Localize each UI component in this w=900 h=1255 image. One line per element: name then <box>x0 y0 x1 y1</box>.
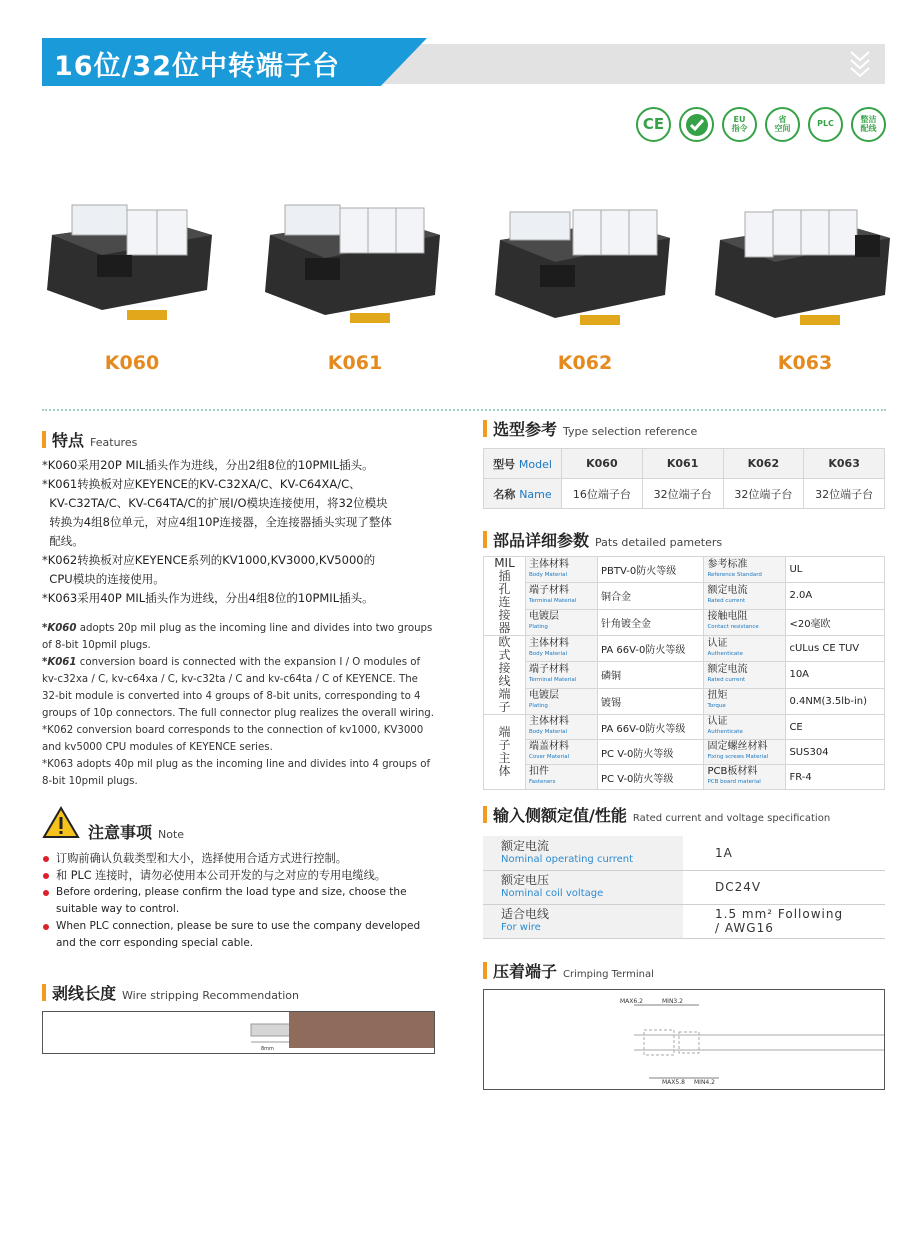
rated-title-cn: 输入侧额定值/性能 <box>493 806 627 825</box>
table-row <box>484 662 885 688</box>
detail-key-cn: 端子材料 <box>529 663 569 675</box>
table-row <box>484 740 885 765</box>
features-en-para: *K062 conversion board corresponds to the connection of kv1000, KV3000 and kv5000 CPU modules of KEYENCE series. <box>42 725 424 753</box>
detail-group-label: MIL 插 孔 连 接 器 <box>484 557 526 636</box>
detail-value-cn: CE <box>789 721 803 733</box>
detail-value-cn: UL <box>789 564 803 576</box>
table-row <box>483 904 885 938</box>
rated-key-cn: 适合电线 <box>501 907 550 921</box>
heading-bar <box>42 431 46 448</box>
detail-key-en: Cover Material <box>529 754 570 760</box>
product-image-k062 <box>495 180 675 345</box>
detail-key <box>704 715 786 740</box>
note-text: 和 PLC 连接时，请勿必使用本公司开发的与之对应的专用电缆线。 <box>56 869 386 882</box>
features-title-cn: 特点 <box>52 431 85 450</box>
bullet-icon <box>43 924 49 930</box>
table-row <box>484 688 885 714</box>
product-label-k061: K061 <box>327 352 383 374</box>
detail-key-en: Plating <box>529 703 548 710</box>
product-image-k063 <box>715 180 895 345</box>
table-cell: K061 <box>642 449 723 479</box>
detail-key-cn: PCB板材料 <box>707 766 758 777</box>
eu-directive-icon: EU 指令 <box>722 107 757 142</box>
rated-heading <box>483 803 830 826</box>
heading-bar <box>42 984 46 1001</box>
features-en-text <box>42 620 437 790</box>
detail-value <box>598 557 704 583</box>
details-heading <box>483 528 722 551</box>
detail-value-cn: 镀锡 <box>601 697 621 709</box>
selection-title-cn: 选型参考 <box>493 420 558 439</box>
rated-key-en: Nominal coil voltage <box>501 888 604 899</box>
detail-key-cn: 额定电流 <box>707 584 748 596</box>
features-en-para: *K063 adopts 40p mil plug as the incoming line and divides into 4 groups of 8-bit 10pmil plugs. <box>42 759 431 787</box>
detail-key-cn: 端子材料 <box>529 584 569 596</box>
selection-title-en: Type selection reference <box>563 425 698 438</box>
table-row <box>484 609 885 635</box>
detail-key-cn: 接触电阻 <box>707 611 748 623</box>
rohs-check-icon <box>679 107 714 142</box>
wire-strip-diagram <box>42 1011 435 1054</box>
detail-value-cn: PC V-0防火等级 <box>601 748 674 760</box>
detail-key <box>526 740 598 765</box>
detail-key-en: Terminal Material <box>529 676 577 683</box>
detail-value-cn: PA 66V-0防火等级 <box>601 723 686 735</box>
detail-key <box>526 715 598 740</box>
details-table <box>483 556 885 790</box>
heading-bar <box>483 806 487 823</box>
detail-group-label: 端 子 主 体 <box>484 715 526 790</box>
crimp-diagram <box>483 989 885 1090</box>
features-line: *K063采用40P MIL插头作为进线，分出4组8位的10PMIL插头。 <box>42 591 374 605</box>
detail-value <box>598 715 704 740</box>
detail-value-cn: FR-4 <box>789 771 812 783</box>
row-label-en: Name <box>519 487 552 501</box>
table-row <box>484 449 885 479</box>
detail-value <box>786 662 885 688</box>
detail-key <box>704 583 786 609</box>
detail-value <box>598 636 704 662</box>
detail-key <box>704 765 786 790</box>
crimp-title-en: Crimping Terminal <box>563 969 654 980</box>
features-title-en: Features <box>90 436 138 449</box>
features-en-body: conversion board is connected with the expansion I / O modules of kv-c32xa / C, kv-c64xa / C, kv-c32ta / C and kv-c64ta / C of KEYENCE. The 32-bit module is converted into 4 groups of 8-bit units, corresponding to 4 groups of 10p connectors. The full connector plug realizes the overall wiring. <box>42 657 434 719</box>
detail-value-cn: 0.4NM(3.5lb-in) <box>789 695 868 707</box>
detail-key <box>526 662 598 688</box>
detail-value <box>786 688 885 714</box>
selection-table <box>483 448 885 509</box>
rated-title-en: Rated current and voltage specification <box>632 813 831 824</box>
rated-value: 1.5 mm² Following / AWG16 <box>683 904 885 938</box>
product-label-k062: K062 <box>557 352 613 374</box>
table-row <box>484 765 885 790</box>
strip-heading <box>42 981 299 1004</box>
detail-value-cn: 铜合金 <box>601 592 631 604</box>
detail-value <box>786 715 885 740</box>
note-item <box>42 867 437 884</box>
heading-bar <box>483 531 487 548</box>
detail-key-cn: 认证 <box>707 637 728 649</box>
detail-key <box>526 609 598 635</box>
rated-key <box>483 870 683 904</box>
product-label-k060: K060 <box>104 352 160 374</box>
detail-key <box>704 662 786 688</box>
detail-value-cn: 2.0A <box>789 590 813 602</box>
features-en-para <box>42 654 437 722</box>
features-line: CPU模块的连接使用。 <box>42 572 165 586</box>
detail-value-cn: 磷铜 <box>601 671 621 683</box>
detail-key-en: Authenticate <box>707 650 743 657</box>
notes-title-en: Note <box>158 828 185 841</box>
ce-mark-icon: CE <box>636 107 671 142</box>
detail-value-cn: <20毫欧 <box>789 618 831 630</box>
detail-key-en: Torque <box>707 703 726 710</box>
page-banner <box>42 38 885 86</box>
detail-key-cn: 参考标准 <box>707 558 748 570</box>
table-row <box>484 583 885 609</box>
detail-key-en: Body Material <box>529 571 567 578</box>
heading-bar <box>483 962 487 979</box>
detail-key <box>704 688 786 714</box>
detail-value <box>598 583 704 609</box>
features-en-lead: *K060 <box>42 623 77 634</box>
tidy-wiring-icon: 整洁 配线 <box>851 107 886 142</box>
detail-key-cn: 主体材料 <box>529 558 569 570</box>
table-cell: 32位端子台 <box>723 479 804 509</box>
detail-key-en: Plating <box>529 624 548 631</box>
features-en-para <box>42 620 437 654</box>
detail-key <box>526 557 598 583</box>
features-cn-text <box>42 456 437 608</box>
product-image-k060 <box>42 180 222 345</box>
detail-key-cn: 电镀层 <box>529 611 559 623</box>
detail-key <box>526 688 598 714</box>
table-row <box>484 557 885 583</box>
detail-key-en: Terminal Material <box>529 597 577 604</box>
crimp-heading <box>483 959 654 982</box>
table-row <box>484 636 885 662</box>
detail-key <box>704 609 786 635</box>
detail-key-en: Fixing screws Material <box>707 754 769 760</box>
rated-key <box>483 836 683 870</box>
table-cell <box>484 479 562 509</box>
table-row <box>483 870 885 904</box>
plc-icon: PLC <box>808 107 843 142</box>
bullet-icon <box>43 890 49 896</box>
detail-key-cn: 认证 <box>707 716 728 727</box>
heading-bar <box>483 420 487 437</box>
detail-value-cn: SUS304 <box>789 746 829 758</box>
detail-value <box>786 740 885 765</box>
crimp-dim-label: MAX5.8 <box>662 1079 685 1086</box>
crimp-dim-label: MIN3.2 <box>662 998 683 1005</box>
features-line: *K062转换板对应KEYENCE系列的KV1000,KV3000,KV5000的 <box>42 553 376 567</box>
features-line: *K060采用20P MIL插头作为进线，分出2组8位的10PMIL插头。 <box>42 458 374 472</box>
detail-key-en: Contact resistance <box>707 624 759 631</box>
detail-value-cn: PA 66V-0防火等级 <box>601 645 686 657</box>
page-title: 16位/32位中转端子台 <box>54 51 341 82</box>
note-item <box>42 850 437 867</box>
table-cell: 32位端子台 <box>642 479 723 509</box>
detail-key-en: Rated current <box>707 676 746 683</box>
strip-title-cn: 剥线长度 <box>52 984 117 1003</box>
notes-heading <box>88 820 184 843</box>
selection-heading <box>483 417 697 440</box>
detail-key-en: Rated current <box>707 597 746 604</box>
table-cell: K060 <box>562 449 643 479</box>
features-line: KV-C32TA/C、KV-C64TA/C的扩展I/O模块连接使用，将32位模块 <box>42 496 388 510</box>
table-row <box>484 479 885 509</box>
product-label-k063: K063 <box>777 352 833 374</box>
strip-dimension: 8mm <box>261 1046 274 1052</box>
notes-list <box>42 850 437 952</box>
crimp-dim-label: MIN4.2 <box>694 1079 715 1086</box>
features-line: 配线。 <box>42 534 84 548</box>
rated-key-cn: 额定电压 <box>501 873 550 887</box>
rated-table <box>483 836 885 939</box>
note-item <box>42 884 437 918</box>
rated-key-cn: 额定电流 <box>501 838 550 853</box>
detail-value-cn: 10A <box>789 669 810 681</box>
detail-value-cn: 针角镀全金 <box>601 618 651 630</box>
detail-key-en: Body Material <box>529 650 567 657</box>
detail-key-cn: 主体材料 <box>529 637 569 649</box>
note-item <box>42 918 437 952</box>
detail-value <box>786 583 885 609</box>
detail-value <box>786 609 885 635</box>
detail-key-en: Reference Standard <box>707 571 762 578</box>
table-row <box>484 715 885 740</box>
detail-value <box>786 765 885 790</box>
strip-title-en: Wire stripping Recommendation <box>122 989 300 1002</box>
note-text: When PLC connection, please be sure to use the company developed and the corr esponding special cable. <box>56 920 421 949</box>
details-title-en: Pats detailed pameters <box>595 536 723 549</box>
table-cell: 16位端子台 <box>562 479 643 509</box>
detail-value <box>598 765 704 790</box>
features-line: 转换为4组8位单元，对应4组10P连接器，全连接器插头实现了整体 <box>42 515 392 529</box>
detail-key <box>526 765 598 790</box>
features-line: *K061转换板对应KEYENCE的KV-C32XA/C、KV-C64XA/C、 <box>42 477 361 491</box>
detail-key-en: Authenticate <box>707 729 743 735</box>
cert-icons <box>636 107 886 142</box>
chevron-down-icon <box>849 48 871 78</box>
features-heading <box>42 428 137 451</box>
rated-key-en: For wire <box>501 922 541 933</box>
detail-key <box>704 636 786 662</box>
product-image-k061 <box>265 180 445 345</box>
table-cell: K063 <box>804 449 885 479</box>
detail-group-label: 欧 式 接 线 端 子 <box>484 636 526 715</box>
table-row <box>483 836 885 870</box>
detail-value <box>598 662 704 688</box>
note-text: 订购前确认负载类型和大小，选择使用合适方式进行控制。 <box>56 852 347 865</box>
detail-value <box>786 557 885 583</box>
space-saving-icon: 省 空间 <box>765 107 800 142</box>
details-title-cn: 部品详细参数 <box>493 531 590 550</box>
crimp-title-cn: 压着端子 <box>493 962 558 981</box>
detail-key-cn: 端盖材料 <box>529 741 569 752</box>
warning-icon <box>42 806 80 839</box>
crimp-dim-label: MAX6.2 <box>620 998 643 1005</box>
detail-key <box>704 557 786 583</box>
detail-value-cn: cULus CE TUV <box>789 643 860 655</box>
detail-key-en: Fasteners <box>529 779 556 785</box>
detail-key-cn: 电镀层 <box>529 690 559 702</box>
detail-value <box>786 636 885 662</box>
detail-key-cn: 额定电流 <box>707 663 748 675</box>
detail-key-cn: 固定螺丝材料 <box>707 741 768 752</box>
detail-value-cn: PC V-0防火等级 <box>601 773 674 785</box>
rated-key-en: Nominal operating current <box>501 853 634 865</box>
detail-value <box>598 609 704 635</box>
detail-key-en: Body Material <box>529 729 567 735</box>
notes-title-cn: 注意事项 <box>88 823 153 842</box>
row-label-cn: 名称 <box>493 487 516 501</box>
detail-value <box>598 688 704 714</box>
section-divider <box>42 409 886 411</box>
detail-key-cn: 扣件 <box>529 766 549 777</box>
detail-key-en: PCB board material <box>707 779 761 785</box>
detail-key-cn: 扭矩 <box>707 690 728 702</box>
table-cell <box>484 449 562 479</box>
detail-key <box>526 583 598 609</box>
features-en-body: adopts 20p mil plug as the incoming line and divides into two groups of 8-bit 10pmil plugs. <box>42 623 433 651</box>
rated-value: DC24V <box>683 870 885 904</box>
detail-value-cn: PBTV-0防火等级 <box>601 566 677 578</box>
bullet-icon <box>43 856 49 862</box>
detail-key <box>704 740 786 765</box>
banner-grey-band <box>372 44 885 84</box>
rated-value: 1A <box>683 836 885 870</box>
detail-value <box>598 740 704 765</box>
note-text: Before ordering, please confirm the load type and size, choose the suitable way to control. <box>56 886 407 915</box>
bullet-icon <box>43 873 49 879</box>
detail-key-cn: 主体材料 <box>529 716 569 727</box>
row-label-cn: 型号 <box>493 457 516 471</box>
detail-key <box>526 636 598 662</box>
rated-key <box>483 904 683 938</box>
row-label-en: Model <box>518 457 552 471</box>
table-cell: 32位端子台 <box>804 479 885 509</box>
features-en-lead: *K061 <box>42 657 77 668</box>
table-cell: K062 <box>723 449 804 479</box>
